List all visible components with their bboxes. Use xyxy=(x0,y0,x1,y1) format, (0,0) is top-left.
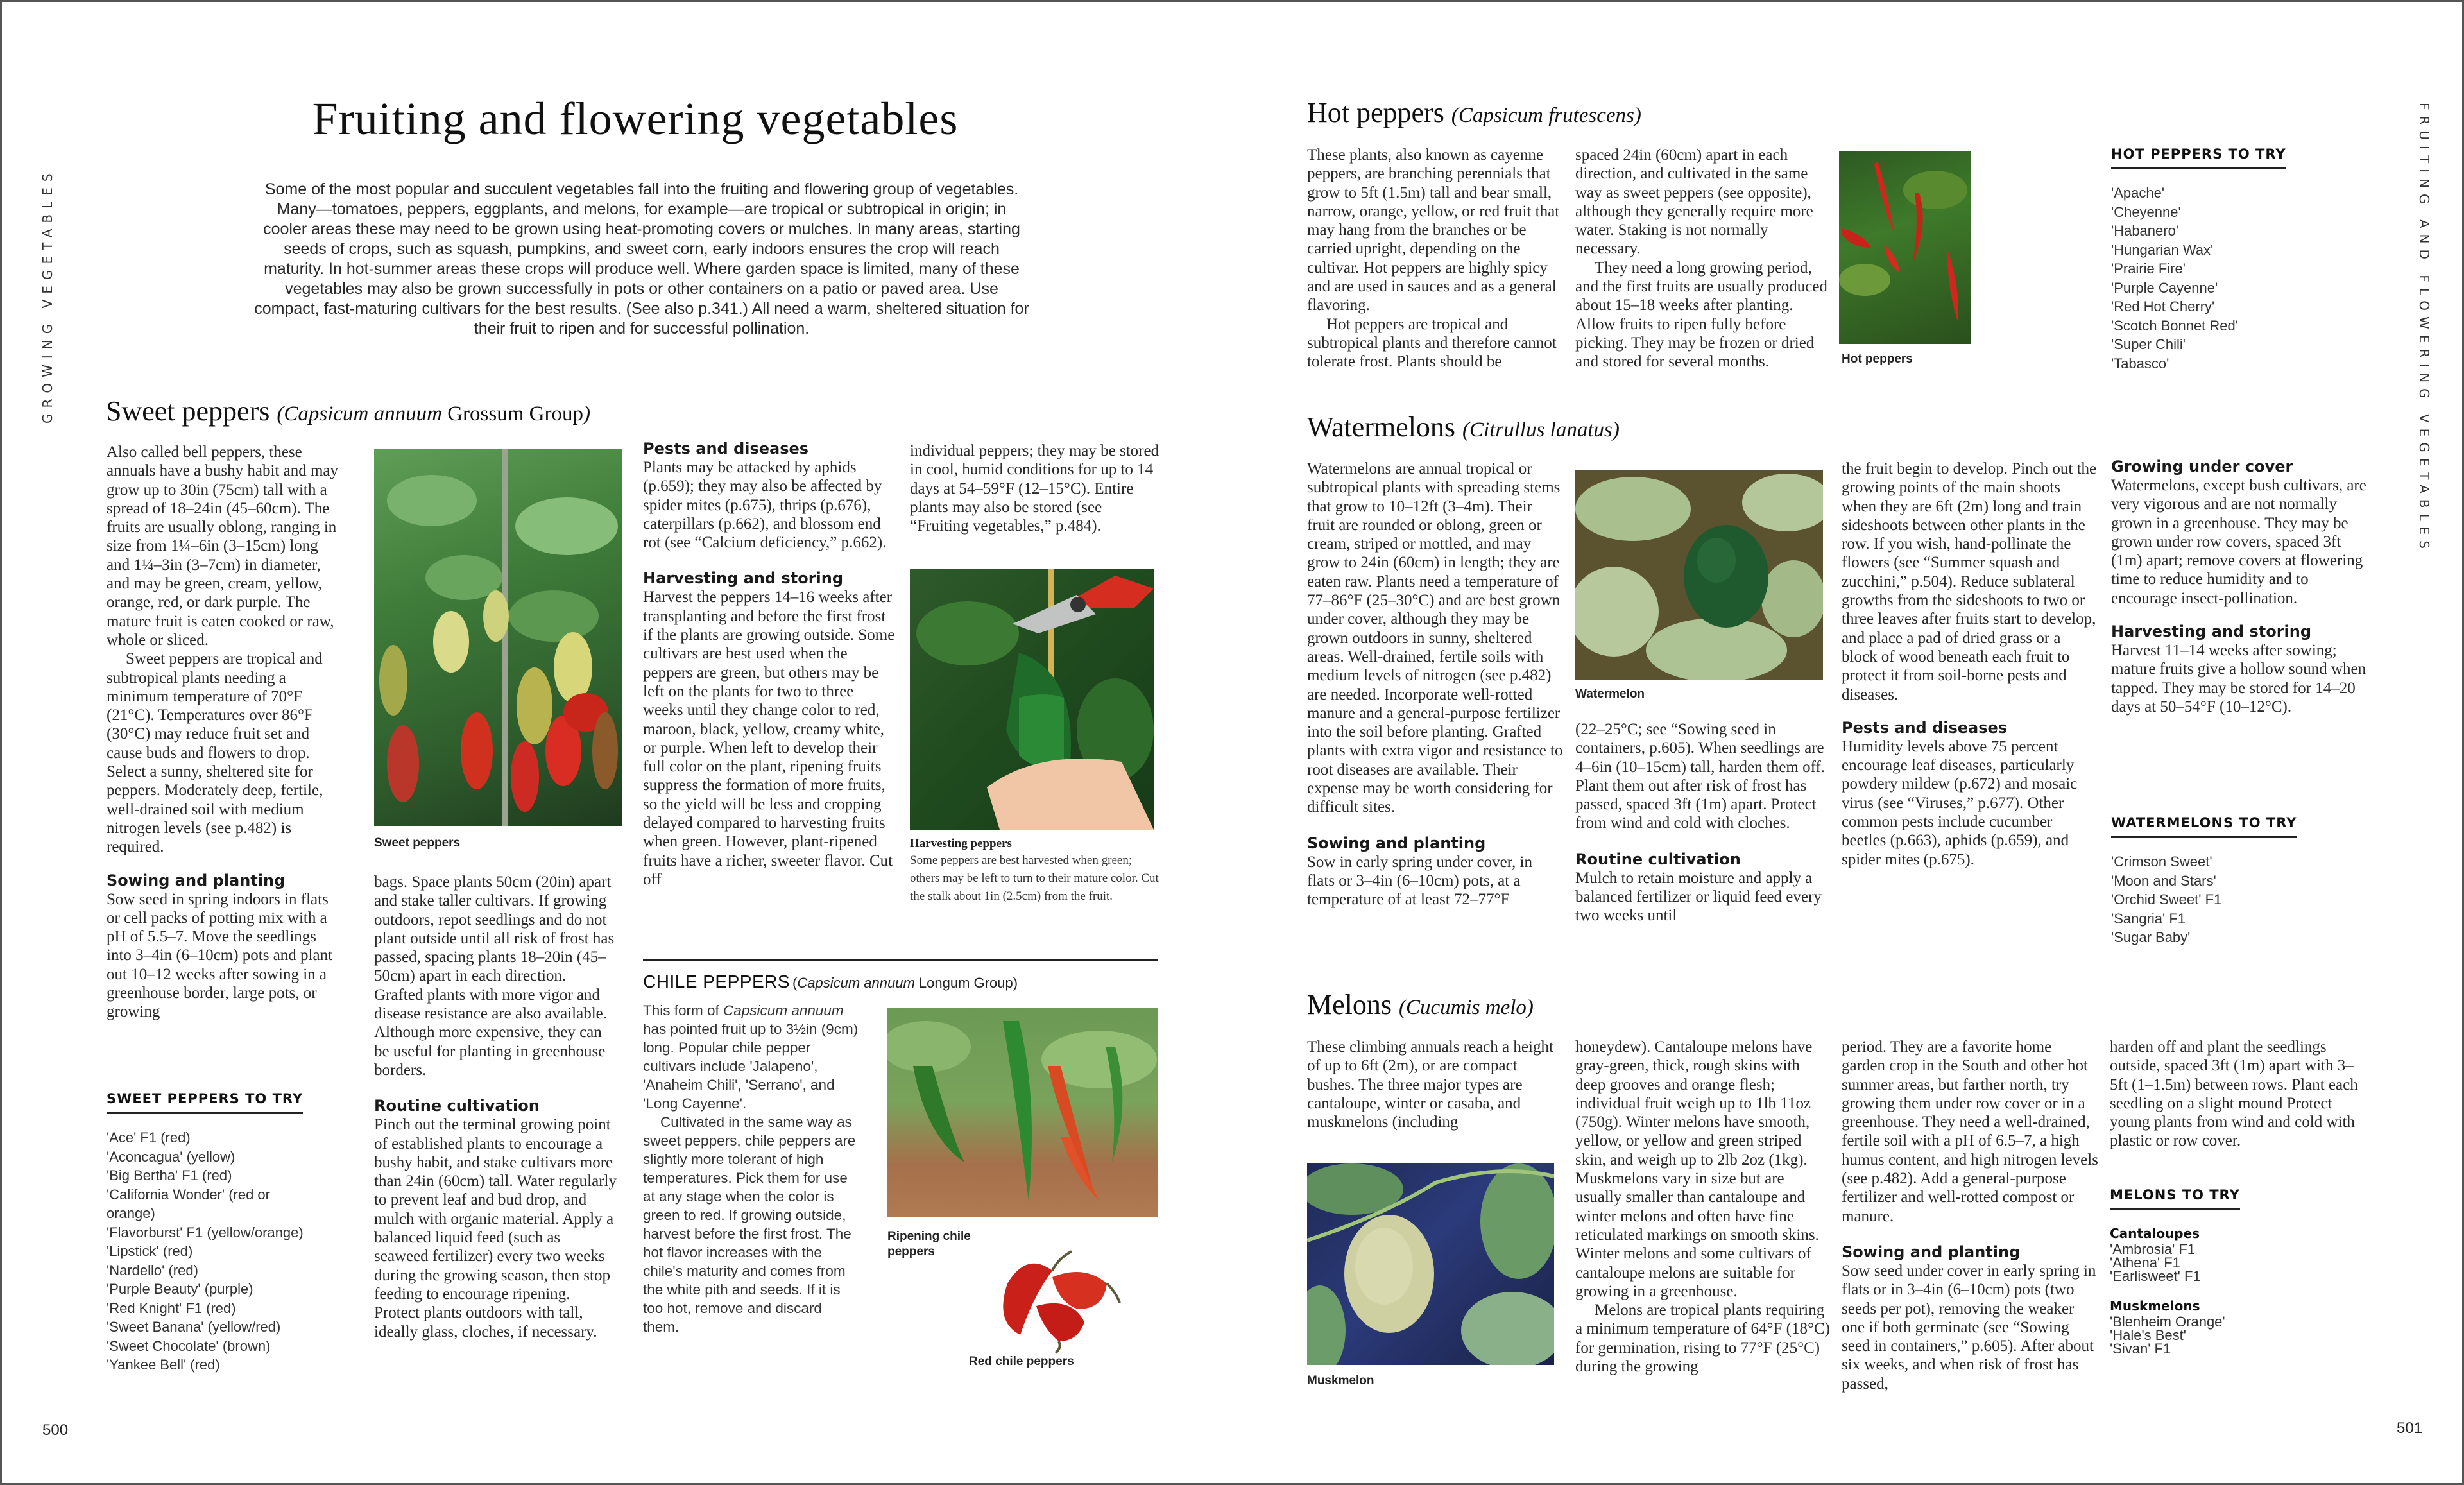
list-item: 'Sugar Baby' xyxy=(2111,929,2191,945)
hot-peppers-to-try-heading: HOT PEPPERS TO TRY xyxy=(2111,146,2286,169)
sweet-peppers-photo xyxy=(374,449,622,826)
watermelon-photo xyxy=(1575,470,1823,680)
sweet-peppers-heading xyxy=(106,395,590,431)
hot-peppers-to-try xyxy=(2111,146,2316,373)
ripening-chile-illustration xyxy=(887,1008,1158,1217)
watermelon-photo-caption: Watermelon xyxy=(1575,687,1645,701)
hot-peppers-p3: spaced 24in (60cm) apart in each direction, and cultivated in the same way as sweet peppers (see opposite), although they generally require more water. Staking is not normally necessary. xyxy=(1575,146,1813,258)
list-item: 'Aconcagua' (yellow) xyxy=(107,1148,235,1165)
list-item: 'Red Hot Cherry' xyxy=(2111,298,2215,314)
watermelons-title: Watermelons xyxy=(1307,411,1456,443)
watermelons-sowing-heading: Sowing and planting xyxy=(1307,834,1486,852)
watermelons-col4 xyxy=(2111,457,2368,716)
list-item: 'California Wonder' (red or orange) xyxy=(107,1186,270,1221)
red-chile-illustration xyxy=(982,1245,1155,1354)
melons-col2-p2: Melons are tropical plants requiring a minimum temperature of 64°F (18°C) for germination, rising to 77°F (25°C) during the growing xyxy=(1575,1301,1830,1376)
hot-peppers-p4: They need a long growing period, and the first fruits are usually produced about 15–18 weeks after planting. Allow fruits to ripen fully before picking. They may be frozen or dried and stored for several months. xyxy=(1575,259,1827,371)
melons-col3 xyxy=(1842,1038,2098,1393)
hot-peppers-p1: These plants, also known as cayenne peppers, are branching perennials that grow to 5ft (1.5m) tall and bear small, narrow, orange, yellow, or red fruit that may hang from the branches or be carried upright, depending on the cultivar. Hot peppers are highly spicy and are used in sauces and as a general flavoring. xyxy=(1307,146,1560,314)
right-page-number: 501 xyxy=(2397,1420,2423,1437)
melons-col2 xyxy=(1575,1038,1832,1376)
watermelons-to-try-list xyxy=(2111,852,2316,947)
sweet-peppers-routine-heading: Routine cultivation xyxy=(374,1097,540,1115)
hot-peppers-col2 xyxy=(1575,146,1829,372)
watermelons-pests-text: Humidity levels above 75 percent encourage leaf diseases, particularly powdery mildew (p.672) and mosaic virus (see “Viruses,” p.677). Other common pests include cucumber beetles (p.663), aphids (p.659), and spider mites (p.675). xyxy=(1842,737,2078,868)
sweet-peppers-harvest-text-a: Harvest the peppers 14–16 weeks after transplanting and before the first frost if the plants are growing outside. Some cultivars are best used when the peppers are green, but others may be left on the plants for two to three weeks until they change color to red, maroon, black, yellow, creamy white, or purple. When left to develop their full color on the plant, ripening fruits suppress the formation of more fruits, so the yield will be less and cropping delayed compared to harvesting fruits when green. However, plant-ripened fruits have a richer, sweeter flavor. Cut off xyxy=(643,588,895,888)
melons-scientific-name: (Cucumis melo) xyxy=(1399,996,1534,1019)
muskmelon-illustration xyxy=(1307,1163,1554,1365)
harvesting-peppers-photo xyxy=(910,569,1154,830)
sweet-peppers-col2 xyxy=(374,873,618,1341)
sweet-peppers-col3 xyxy=(643,439,896,889)
list-item: 'Scotch Bonnet Red' xyxy=(2111,317,2238,334)
list-item: 'Nardello' (red) xyxy=(107,1262,198,1278)
chile-peppers-text xyxy=(643,1001,861,1336)
list-item: 'Sweet Banana' (yellow/red) xyxy=(107,1319,281,1335)
list-item: 'Orchid Sweet' F1 xyxy=(2111,891,2222,907)
melons-heading xyxy=(1307,988,1534,1024)
chile-peppers-p2: Cultivated in the same way as sweet peppers, chile peppers are slightly more tolerant of high temperatures. Pick them for use at any stage when the color is green to red. If growing outside, harvest before the first frost. The hot flavor increases with the chile's maturity and comes from the white pith and seeds. If it is too hot, remove and discard them. xyxy=(643,1114,856,1335)
sweet-peppers-routine-text: Pinch out the terminal growing point of established plants to encourage a bushy habit, and stake cultivars more than 24in (60cm) tall. Water regularly to prevent leaf and bud drop, and mulch with organic material. Apply a balanced liquid feed (such as seaweed fertilizer) every two weeks during the growing season, then stop feeding to encourage ripening. Protect plants outdoors with tall, ideally glass, cloches, if necessary. xyxy=(374,1116,617,1341)
list-item: 'Purple Beauty' (purple) xyxy=(107,1281,253,1297)
sweet-peppers-title: Sweet peppers xyxy=(106,395,270,427)
melons-col1 xyxy=(1307,1038,1561,1131)
hot-peppers-photo-caption: Hot peppers xyxy=(1842,352,1913,366)
watermelons-routine-heading: Routine cultivation xyxy=(1575,850,1741,868)
ripening-chile-caption: Ripening chile peppers xyxy=(887,1230,971,1258)
list-item: 'Super Chili' xyxy=(2111,336,2186,352)
list-item: 'Blenheim Orange' xyxy=(2110,1314,2225,1330)
melons-col2-p1: honeydew). Cantaloupe melons have gray-green, thick, rough skins with deep grooves and orange flesh; individual fruit weigh up to 1lb 11oz (750g). Winter melons have smooth, yellow, or yellow and green striped skin, and weigh up to 2lb 2oz (1kg). Muskmelons vary in size but are usually smaller than cantaloupe and winter melons and often have fine reticulated markings on smooth skins. Winter melons and some cultivars of cantaloupe melons are suitable for growing in a greenhouse. xyxy=(1575,1038,1819,1300)
watermelons-routine-text-a: Mulch to retain moisture and apply a balanced fertilizer or liquid feed every two weeks until xyxy=(1575,869,1822,925)
sweet-peppers-sowing-heading: Sowing and planting xyxy=(107,871,286,889)
melons-to-try-heading: MELONS TO TRY xyxy=(2110,1187,2240,1210)
list-item: 'Red Knight' F1 (red) xyxy=(107,1300,236,1316)
list-item: 'Flavorburst' F1 (yellow/orange) xyxy=(107,1224,304,1240)
list-item: 'Purple Cayenne' xyxy=(2111,279,2218,296)
left-page-number: 500 xyxy=(42,1421,69,1439)
watermelons-harvest-heading: Harvesting and storing xyxy=(2111,622,2312,641)
harvesting-peppers-caption-title: Harvesting peppers xyxy=(910,837,1012,850)
right-running-head: FRUITING AND FLOWERING VEGETABLES xyxy=(2417,103,2432,554)
list-item: 'Earlisweet' F1 xyxy=(2110,1268,2201,1284)
list-item: 'Big Bertha' F1 (red) xyxy=(107,1167,232,1183)
muskmelon-photo-caption: Muskmelon xyxy=(1307,1374,1374,1387)
chile-peppers-p1: This form of Capsicum annuum has pointed fruit up to 3½in (9cm) long. Popular chile pepper cultivars include 'Jalapeno', 'Anaheim Chili', 'Serrano', and 'Long Cayenne'. xyxy=(643,1002,859,1112)
melons-group-cantaloupes: Cantaloupes xyxy=(2110,1226,2200,1241)
left-running-head: GROWING VEGETABLES xyxy=(40,167,55,424)
melons-muskmelons-list xyxy=(2110,1315,2315,1355)
hot-peppers-p2: Hot peppers are tropical and subtropical plants and therefore cannot tolerate frost. Plants should be xyxy=(1307,315,1557,371)
harvesting-peppers-caption xyxy=(910,836,1160,906)
watermelons-col3 xyxy=(1842,459,2098,869)
hot-peppers-heading xyxy=(1307,96,1641,132)
melons-group-muskmelons: Muskmelons xyxy=(2110,1298,2200,1314)
sweet-peppers-intro-p2: Sweet peppers are tropical and subtropical plants needing a minimum temperature of 70°F (21°C). Temperatures over 86°F (30°C) may reduce fruit set and cause buds and flowers to drop. Select a sunny, sheltered site for peppers. Moderately deep, fertile, well-drained soil with medium nitrogen levels (see p.482) is required. xyxy=(107,650,323,856)
list-item: 'Sivan' F1 xyxy=(2110,1341,2171,1357)
list-item: 'Ambrosia' F1 xyxy=(2110,1241,2196,1257)
hot-peppers-title: Hot peppers xyxy=(1307,97,1444,128)
list-item: 'Cheyenne' xyxy=(2111,203,2181,220)
watermelons-sowing-text-b: (22–25°C; see “Sowing seed in containers, p.605). When seedlings are 4–6in (10–15cm) tall, harden them off. Plant them out after risk of frost has passed, spaced 3ft (1m) apart. Protect from wind and cold with cloches. xyxy=(1575,721,1826,832)
sweet-peppers-to-try-list xyxy=(107,1128,318,1375)
hot-peppers-col1 xyxy=(1307,146,1564,372)
melons-sowing-heading: Sowing and planting xyxy=(1842,1242,2021,1261)
list-item: 'Crimson Sweet' xyxy=(2111,854,2212,870)
hot-peppers-to-try-list xyxy=(2111,184,2316,373)
hot-peppers-illustration xyxy=(1839,151,1971,344)
list-item: 'Apache' xyxy=(2111,185,2165,201)
sweet-peppers-col1 xyxy=(107,443,344,1022)
watermelons-heading xyxy=(1307,411,1620,447)
watermelons-harvest-text: Harvest 11–14 weeks after sowing; mature fruits give a hollow sound when tapped. They may be stored for 14–20 days at 50–54°F (10–12°C). xyxy=(2111,642,2366,716)
list-item: 'Prairie Fire' xyxy=(2111,261,2186,277)
melons-intro: These climbing annuals reach a height of up to 6ft (2m), or are compact bushes. The three major types are cantaloupe, winter or casaba, and muskmelons (including xyxy=(1307,1038,1553,1131)
sweet-peppers-pests-heading: Pests and diseases xyxy=(643,440,809,458)
red-chile-photo xyxy=(982,1245,1155,1354)
list-item: 'Athena' F1 xyxy=(2110,1255,2180,1271)
sweet-peppers-sowing-text-a: Sow seed in spring indoors in flats or cell packs of potting mix with a pH of 5.5–7. Move the seedlings into 3–4in (6–10cm) pots and plant out 10–12 weeks after sowing in a greenhouse border, large pots, or growing xyxy=(107,890,333,1021)
watermelons-sowing-text-a: Sow in early spring under cover, in flats or 3–4in (6–10cm) pots, at a temperature of at least 72–77°F xyxy=(1307,853,1533,909)
harvesting-peppers-illustration xyxy=(910,569,1154,830)
melons-to-try xyxy=(2110,1187,2315,1355)
list-item: 'Ace' F1 (red) xyxy=(107,1129,191,1146)
melons-sowing-text-a: Sow seed under cover in early spring in flats or in 3–4in (6–10cm) pots (two seeds per pot), removing the weaker one if both germinate (see “Sowing seed in containers,” p.605). After about six weeks, and when risk of frost has passed, xyxy=(1842,1262,2096,1393)
sweet-peppers-pests-text: Plants may be attacked by aphids (p.659); they may also be affected by spider mites (p.675), thrips (p.676), caterpillars (p.662), and blossom end rot (see “Calcium deficiency,” p.662). xyxy=(643,459,887,552)
sweet-peppers-to-try xyxy=(107,1091,318,1375)
hot-peppers-photo xyxy=(1839,151,1971,344)
list-item: 'Moon and Stars' xyxy=(2111,872,2216,889)
sweet-peppers-harvest-heading: Harvesting and storing xyxy=(643,569,844,588)
hot-peppers-scientific-name: (Capsicum frutescens) xyxy=(1451,104,1641,127)
chile-peppers-title: CHILE PEPPERS xyxy=(643,972,791,991)
chapter-intro: Some of the most popular and succulent vegetables fall into the fruiting and flowering group of vegetables. Many—tomatoes, peppers, eggplants, and melons, for example—are tropical or subtropical in origin; in cooler areas these may need to be grown using heat-promoting covers or mulches. In many areas, starting seeds of crops, such as squash, pumpkins, and sweet corn, early indoors ensures the crop will reach maturity. In hot-summer areas these crops will produce well. Where garden space is limited, many of these vegetables may also be grown successfully in pots or other containers on a patio or paved area. Use compact, fast-maturing cultivars for the best results. (See also p.341.) All need a warm, sheltered situation for their fruit to ripen and for successful pollination. xyxy=(254,180,1029,338)
sweet-peppers-sowing-text-b: bags. Space plants 50cm (20in) apart and stake taller cultivars. If growing outdoors, repot seedlings and do not plant outside until all risk of frost has passed, spacing plants 18–20in (45–50cm) apart in each direction. Grafted plants with more vigor and disease resistance are also available. Although more expensive, they can be useful for planting in greenhouse borders. xyxy=(374,873,615,1079)
watermelons-cover-heading: Growing under cover xyxy=(2111,458,2293,476)
list-item: 'Lipstick' (red) xyxy=(107,1243,193,1259)
list-item: 'Yankee Bell' (red) xyxy=(107,1357,220,1373)
watermelons-cover-text: Watermelons, except bush cultivars, are very vigorous and are not normally grown in a greenhouse. They may be grown under row covers, spaced 3ft (1m) apart; remove covers at flowering time to reduce humidity and to encourage insect-pollination. xyxy=(2111,477,2366,607)
list-item: 'Habanero' xyxy=(2111,223,2179,239)
chile-peppers-heading xyxy=(643,972,1018,992)
watermelons-scientific-name: (Citrullus lanatus) xyxy=(1462,418,1620,442)
list-item: 'Sweet Chocolate' (brown) xyxy=(107,1337,271,1354)
list-item: 'Sangria' F1 xyxy=(2111,910,2186,927)
watermelons-pests-heading: Pests and diseases xyxy=(1842,718,2008,737)
melons-title: Melons xyxy=(1307,989,1392,1020)
melons-sowing-text-b: harden off and plant the seedlings outside, spaced 3ft (1m) apart with 3–5ft (1–1.5m) between rows. Plant each seedling on a slight mound Protect young plants from wind and cold with plastic or row cover. xyxy=(2110,1038,2358,1150)
sweet-peppers-photo-caption: Sweet peppers xyxy=(374,836,461,850)
sweet-peppers-harvest-text-b: individual peppers; they may be stored in cool, humid conditions for up to 14 days at 54–59°F (12–15°C). Entire plants may also be stored (see “Fruiting vegetables,” p.484). xyxy=(910,442,1159,535)
watermelons-routine-text-b: the fruit begin to develop. Pinch out the growing points of the main shoots when they are 6ft (2m) long and train sideshoots between other plants in the row. If you wish, hand-pollinate the flowers (see “Summer squash and zucchini,” p.504). Reduce sublateral growths from the sideshoots to two or three leaves after fruits start to develop, and place a pad of dried grass or a block of wood beneath each fruit to protect it from soil-borne pests and diseases. xyxy=(1842,460,2097,703)
melons-col3-text: period. They are a favorite home garden crop in the South and other hot summer areas, but farther north, try growing them under row cover or in a greenhouse. They need a well-drained, fertile soil with a pH of 6.5–7, a high humus content, and high nitrogen levels (see p.482). Add a general-purpose fertilizer and well-rotted compost or manure. xyxy=(1842,1038,2098,1225)
muskmelon-photo xyxy=(1307,1163,1554,1365)
watermelons-to-try-heading: WATERMELONS TO TRY xyxy=(2111,815,2297,838)
watermelons-col2 xyxy=(1575,720,1829,925)
sweet-peppers-intro-p1: Also called bell peppers, these annuals have a bushy habit and may grow up to 30in (75cm) tall with a spread of 18–24in (45–60cm). The fruits are usually oblong, ranging in size from 1¼–6in (3–15cm) long and 1¼–3in (3–7cm) in diameter, and may be green, cream, yellow, orange, red, or dark purple. The mature fruit is eaten cooked or raw, whole or sliced. xyxy=(107,443,339,649)
sweet-peppers-col4 xyxy=(910,442,1160,535)
sweet-peppers-illustration xyxy=(374,449,622,826)
harvesting-peppers-caption-text: Some peppers are best harvested when green; others may be left to turn to their mature color. Cut the stalk about 1in (2.5cm) from the fruit. xyxy=(910,854,1159,903)
list-item: 'Tabasco' xyxy=(2111,355,2169,372)
chapter-title: Fruiting and flowering vegetables xyxy=(312,93,959,144)
chile-peppers-scientific-name: (Capsicum annuum Longum Group) xyxy=(792,975,1018,991)
list-item: 'Hale's Best' xyxy=(2110,1327,2186,1343)
watermelons-intro: Watermelons are annual tropical or subtropical plants with spreading stems that grow to 10–12ft (3–4m). Their fruit are rounded or oblong, green or cream, striped or mottled, and may grow to 24in (60cm) in length; they are eaten raw. Plants need a temperature of 77–86°F (25–30°C) and are best grown under cover, although they may be grown outdoors in sunny, sheltered areas. Well-drained, fertile soils with medium levels of nitrogen (see p.482) are needed. Incorporate well-rotted manure and a general-purpose fertilizer into the soil before planting. Grafted plants with extra vigor and resistance to root diseases are available. Their expense may be worth considering for difficult sites. xyxy=(1307,460,1563,816)
red-chile-caption: Red chile peppers xyxy=(969,1355,1074,1368)
ripening-chile-photo xyxy=(887,1008,1158,1217)
melons-cantaloupes-list xyxy=(2110,1242,2315,1283)
watermelons-to-try xyxy=(2111,815,2316,947)
sweet-peppers-scientific-name: (Capsicum annuum Grossum Group) xyxy=(277,402,590,425)
melons-col4 xyxy=(2110,1038,2366,1151)
watermelons-col1 xyxy=(1307,459,1564,909)
chile-peppers-top-rule xyxy=(643,959,1158,961)
sweet-peppers-to-try-heading: SWEET PEPPERS TO TRY xyxy=(107,1091,303,1114)
list-item: 'Hungarian Wax' xyxy=(2111,241,2214,258)
watermelon-illustration xyxy=(1575,470,1823,680)
